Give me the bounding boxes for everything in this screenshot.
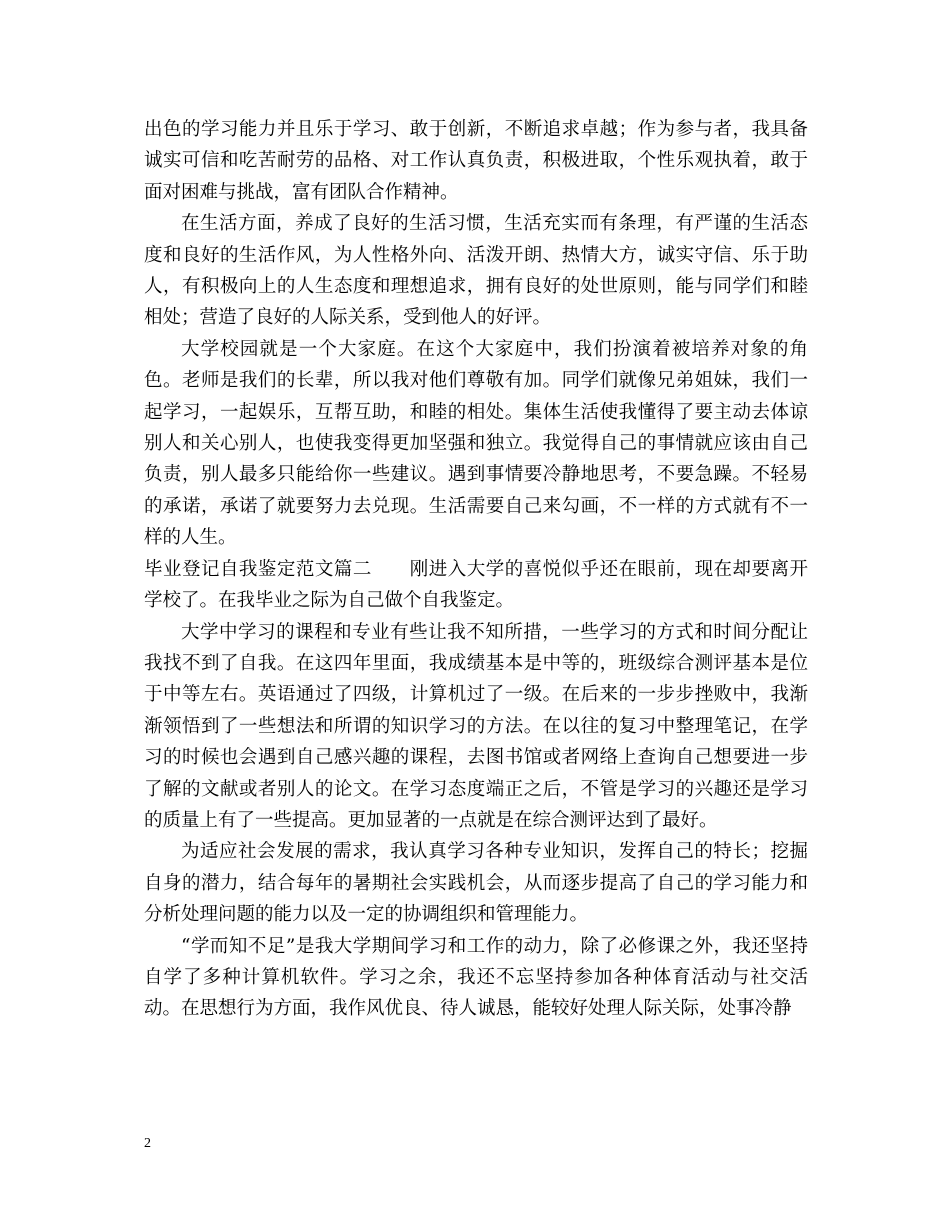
- section-heading-paragraph: 毕业登记自我鉴定范文篇二 刚进入大学的喜悦似乎还在眼前，现在却要离开学校了。在我毕业之际为自己做个自我鉴定。: [144, 558, 808, 612]
- document-body: [144, 114, 808, 1025]
- paragraph: 为适应社会发展的需求，我认真学习各种专业知识，发挥自己的特长；挖掘自身的潜力，结合每年的暑期社会实践机会，从而逐步提高了自己的学习能力和分析处理问题的能力以及一定的协调组织和管理能力。: [144, 841, 808, 926]
- paragraph: “学而知不足”是我大学期间学习和工作的动力，除了必修课之外，我还坚持自学了多种计算机软件。学习之余，我还不忘坚持参加各种体育活动与社交活动。在思想行为方面，我作风优良、待人诚恳，能较好处理人际关际，处事冷静: [144, 935, 808, 1020]
- paragraph: 大学校园就是一个大家庭。在这个大家庭中，我们扮演着被培养对象的角色。老师是我们的长辈，所以我对他们尊敬有加。同学们就像兄弟姐妹，我们一起学习，一起娱乐，互帮互助，和睦的相处。集体生活使我懂得了要主动去体谅别人和关心别人，也使我变得更加坚强和独立。我觉得自己的事情就应该由自己负责，别人最多只能给你一些建议。遇到事情要冷静地思考，不要急躁。不轻易的承诺，承诺了就要努力去兑现。生活需要自己来勾画，不一样的方式就有不一样的人生。: [144, 338, 808, 549]
- paragraph: 在生活方面，养成了良好的生活习惯，生活充实而有条理，有严谨的生活态度和良好的生活作风，为人性格外向、活泼开朗、热情大方，诚实守信、乐于助人，有积极向上的人生态度和理想追求，拥有良好的处世原则，能与同学们和睦相处；营造了良好的人际关系，受到他人的好评。: [144, 213, 808, 329]
- paragraph: 大学中学习的课程和专业有些让我不知所措，一些学习的方式和时间分配让我找不到了自我。在这四年里面，我成绩基本是中等的，班级综合测评基本是位于中等左右。英语通过了四级，计算机过了一级。在后来的一步步挫败中，我渐渐领悟到了一些想法和所谓的知识学习的方法。在以往的复习中整理笔记，在学习的时候也会遇到自己感兴趣的课程，去图书馆或者网络上查询自己想要进一步了解的文献或者别人的论文。在学习态度端正之后，不管是学习的兴趣还是学习的质量上有了一些提高。更加显著的一点就是在综合测评达到了最好。: [144, 621, 808, 831]
- paragraph: 出色的学习能力并且乐于学习、敢于创新，不断追求卓越；作为参与者，我具备诚实可信和吃苦耐劳的品格、对工作认真负责，积极进取，个性乐观执着，敢于面对困难与挑战，富有团队合作精神。: [144, 119, 808, 203]
- page-number: 2: [144, 1136, 151, 1151]
